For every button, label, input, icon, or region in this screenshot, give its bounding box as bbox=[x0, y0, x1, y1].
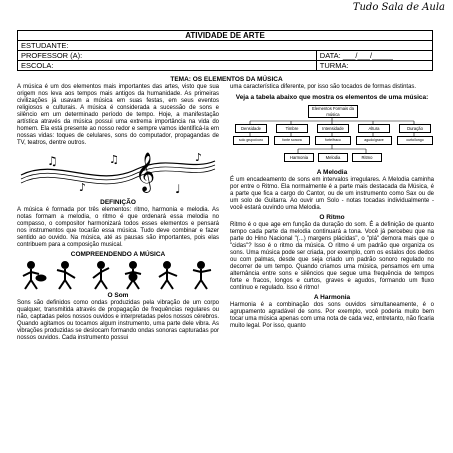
diagram-prop-timbre: Timbre bbox=[276, 124, 308, 133]
school-field[interactable]: ESCOLA: bbox=[18, 61, 317, 71]
header-form bbox=[17, 30, 433, 71]
definition-paragraph: A música é formada por três elementos: ritmo, harmonia e melodia. As notas formam a melodia, o ritmo é que ordenará essa melodia no compasso, o compositor harmonizará todos esses elementos e pensará nos instrumentos que tocarão essa música. Tudo deve combinar e fazer sentido ao ouvido. Na música, até as pausas são importantes, pois elas contribuem para a composição musical. bbox=[17, 207, 219, 248]
sound-title: O Som bbox=[107, 292, 129, 299]
left-column bbox=[17, 84, 219, 344]
understanding-title: COMPREENDENDO A MÚSICA bbox=[70, 251, 166, 258]
diagram-prop-duration: Duração bbox=[399, 124, 431, 133]
diagram-caption: Veja a tabela abaixo que mostra os elementos de uma música: bbox=[235, 94, 429, 101]
svg-text:♫: ♫ bbox=[109, 153, 119, 166]
student-field[interactable]: ESTUDANTE: bbox=[18, 41, 433, 51]
theme-heading: TEMA: OS ELEMENTOS DA MÚSICA bbox=[170, 76, 283, 83]
diagram-leaf-high-low: agudo/grave bbox=[356, 136, 392, 145]
sound-paragraph: Sons são definidos como ondas produzidas pela vibração de um corpo qualquer, transmitida através de propagação de frequências regulares ou não, captadas pelos nossos ouvidos e interpretadas pelos nossos cérebros. Quando agitamos ou tocamos algum instrumento, uma parte dele vibra. As vibrações produzidas se deslocam formando ondas sonoras capturadas por nossos ouvidos. Cada instrumento possui bbox=[17, 300, 219, 341]
diagram-root: Elementos Formais da música bbox=[308, 105, 358, 118]
date-field[interactable]: DATA: ___/___/_____ bbox=[316, 51, 432, 61]
diagram-leaf-short-long: curto/longo bbox=[397, 136, 433, 145]
rhythm-title: O Ritmo bbox=[319, 214, 345, 221]
right-column bbox=[230, 84, 434, 332]
harmony-paragraph: Harmonia é a combinação dos sons ouvidos simultaneamente, é o agrupamento agradável de sons. Por exemplo, você poderia muito bem tocar uma música apenas com uma nota de cada vez, entretanto, não ficaria muito legal. Por isso, quanto bbox=[230, 302, 434, 329]
diagram-leaf-source: fonte sonora bbox=[274, 136, 310, 145]
svg-text:♪: ♪ bbox=[195, 151, 203, 164]
rhythm-paragraph: Ritmo é o que age em função da duração do som. É a definição de quanto tempo cada parte da melodia continuará a tona. Você já percebeu que na parte do Hino Nacional "(...) margens plácidas", o "plá" demora mais que o "cidas"? Isso é o ritmo da música. O ritmo é um padrão que organiza os sons. Uma música pode ser criada, por exemplo, com os estalos dos dedos ou com palmas, desde que seja criado um padrão sonoro regulado no decorrer de um tempo. Quando criamos uma música, pensamos em uma alternância entre sons e silêncios que segue uma frequência de tempos forte e fracos, longos e curtos, graves e agudos, formando um fluxo contínuo e regulado. Isso é ritmo! bbox=[230, 222, 434, 291]
worksheet-title: ATIVIDADE DE ARTE bbox=[18, 31, 433, 41]
diagram-prop-density: Densidade bbox=[235, 124, 267, 133]
diagram-bottom-melody: Melodia bbox=[318, 153, 348, 162]
diagram-bottom-harmony: Harmonia bbox=[284, 153, 314, 162]
harmony-title: A Harmonia bbox=[313, 294, 351, 301]
melody-title: A Melodia bbox=[316, 169, 348, 176]
diagram-prop-pitch: Altura bbox=[358, 124, 390, 133]
svg-text:♫: ♫ bbox=[47, 154, 58, 168]
diagram-bottom-rhythm: Ritmo bbox=[352, 153, 382, 162]
definition-title: DEFINIÇÃO bbox=[100, 199, 136, 206]
sound-paragraph-continued: uma característica diferente, por isso são tocados de formas distintas. bbox=[230, 84, 417, 90]
musicians-illustration bbox=[17, 260, 219, 290]
diagram-leaf-loud-soft: forte/fraco bbox=[315, 136, 351, 145]
teacher-field[interactable]: PROFESSOR (A): bbox=[18, 51, 317, 61]
melody-paragraph: É um encadeamento de sons em intervalos irregulares. A Melodia caminha por entre o Ritmo. Ela normalmente é a parte mais destacada da Música, é a parte que fica a cargo do Cantor, ou de um instrumento como Sax ou de um solo de Guitarra. Ao ouvir um Solo - notas tocadas individualmente - você estará ouvindo uma Melodia. bbox=[230, 177, 434, 211]
diagram-leaf-solo: solo grupo/coro bbox=[233, 136, 269, 145]
intro-paragraph: A música é um dos elementos mais importantes das artes, visto que sua origem nos leva aos tempos mais antigos da humanidade. As primeiras civilizações já usavam a música em suas festas, em seus eventos religiosos e culturais. A música é considerada a sucessão de sons e silêncio em um determinado período de tempo. Hoje, a manifestação artística através da música possui uma extrema importância na vida do homem. Ela está presente ao nosso redor e sempre vamos identificá-la em nossas vidas: toques de celulares, sons do computador, propagandas de TV, teatros, dentre outros. bbox=[17, 84, 219, 146]
diagram-prop-intensity: Intensidade bbox=[317, 124, 349, 133]
music-elements-diagram bbox=[230, 105, 434, 165]
svg-text:𝄞: 𝄞 bbox=[135, 152, 156, 192]
svg-text:♪: ♪ bbox=[79, 181, 87, 194]
class-field[interactable]: TURMA: bbox=[316, 61, 432, 71]
music-notes-illustration bbox=[17, 149, 219, 197]
svg-text:♩: ♩ bbox=[175, 182, 181, 196]
brand-logo: Tudo Sala de Aula bbox=[352, 2, 445, 13]
